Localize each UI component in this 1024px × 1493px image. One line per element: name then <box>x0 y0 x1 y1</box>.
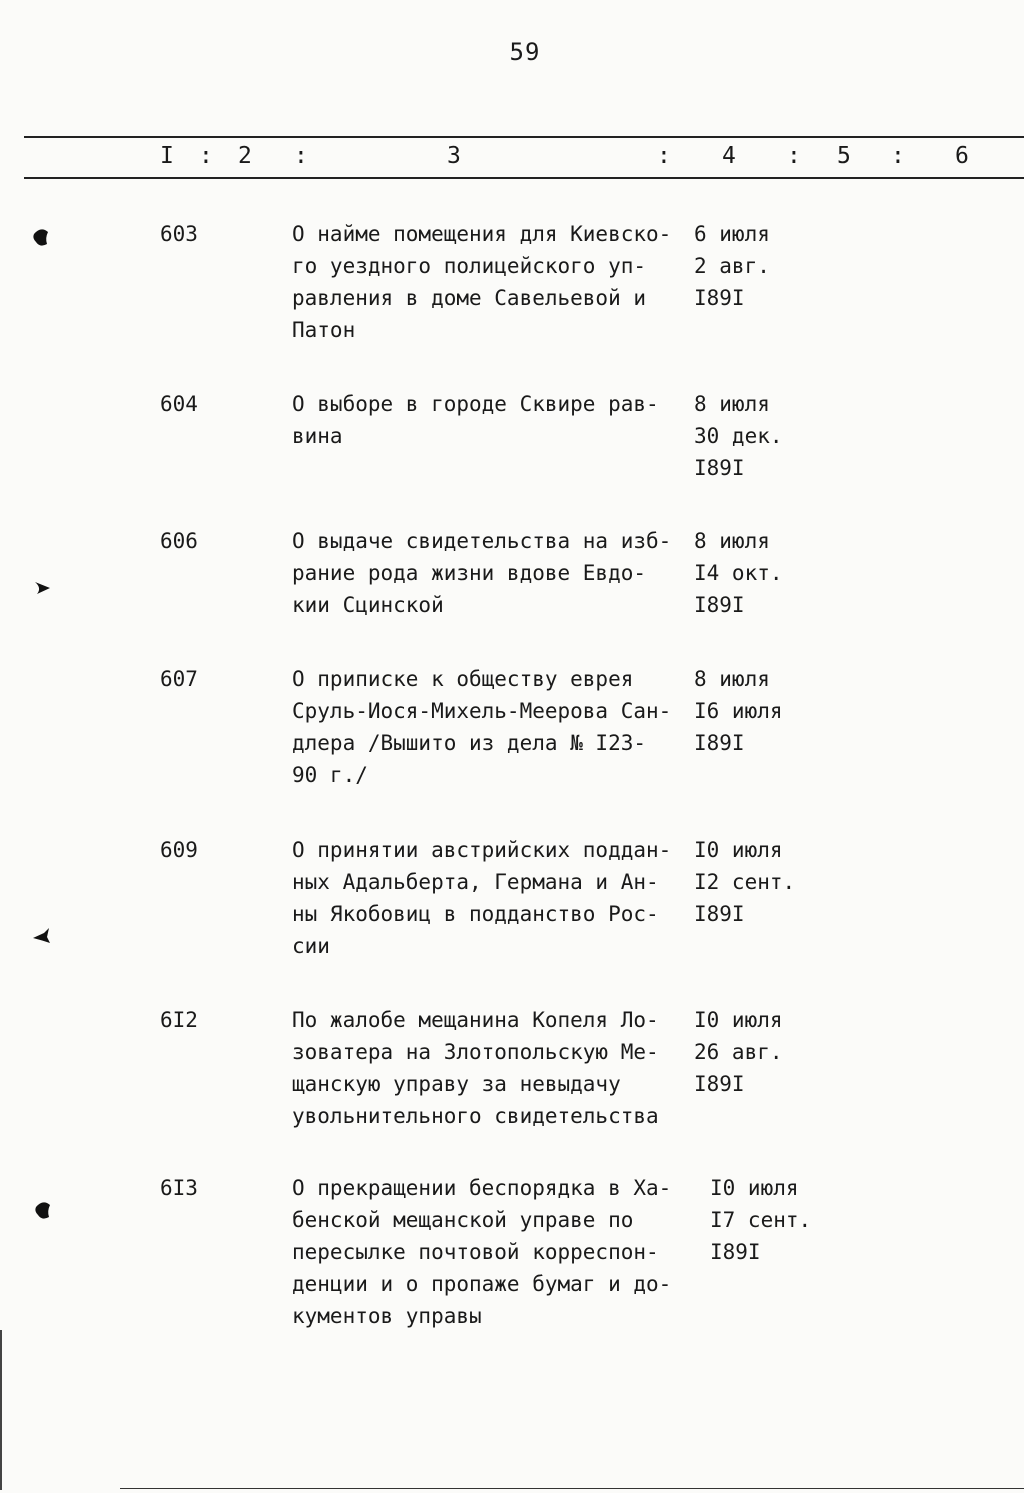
entry-dates <box>694 218 770 314</box>
scan-edge-line <box>0 1330 2 1490</box>
description-line: денции и о пропаже бумаг и до- <box>292 1272 672 1296</box>
description-line: кии Сцинской <box>292 593 444 617</box>
entry-number: 603 <box>160 222 198 246</box>
entry-dates <box>694 1004 783 1100</box>
description-line: зоватера на Злотопольскую Ме- <box>292 1040 659 1064</box>
date-end: 2 авг. <box>694 254 770 278</box>
description-line: О выборе в городе Сквире рав- <box>292 392 659 416</box>
entry-description <box>292 834 692 962</box>
entry-dates <box>710 1172 811 1268</box>
date-year: I89I <box>710 1240 761 1264</box>
header-col-2: 2 <box>238 143 252 169</box>
entry-dates <box>694 834 795 930</box>
date-start: 8 июля <box>694 667 770 691</box>
description-line: О выдаче свидетельства на изб- <box>292 529 672 553</box>
date-end: I2 сент. <box>694 870 796 894</box>
entry-number: 6I3 <box>160 1176 198 1200</box>
entry-number: 609 <box>160 838 198 862</box>
description-line: О найме помещения для Киевско- <box>292 222 672 246</box>
header-top-rule <box>24 136 1024 138</box>
header-col-5: 5 <box>837 143 851 169</box>
description-line: По жалобе мещанина Копеля Ло- <box>292 1008 659 1032</box>
column-header-row <box>0 143 1024 173</box>
description-line: длера /Вышито из дела № I23- <box>292 731 647 755</box>
header-separator: : <box>199 143 213 169</box>
description-line: сии <box>292 934 330 958</box>
entry-number: 607 <box>160 667 198 691</box>
description-line: 90 г./ <box>292 763 368 787</box>
header-col-4: 4 <box>722 143 736 169</box>
description-line: равления в доме Савельевой и <box>292 286 647 310</box>
date-end: 26 авг. <box>694 1040 783 1064</box>
description-line: вина <box>292 424 343 448</box>
description-line: пересылке почтовой корреспон- <box>292 1240 659 1264</box>
entry-dates <box>694 388 783 484</box>
date-end: I6 июля <box>694 699 783 723</box>
binding-hole-mark <box>32 226 50 253</box>
entry-number: 604 <box>160 392 198 416</box>
page-bottom-rule <box>120 1488 1024 1489</box>
description-line: кументов управы <box>292 1304 482 1328</box>
date-start: 6 июля <box>694 222 770 246</box>
date-start: I0 июля <box>710 1176 799 1200</box>
header-separator: : <box>657 143 671 169</box>
header-separator: : <box>891 143 905 169</box>
entry-dates <box>694 525 783 621</box>
entry-number: 606 <box>160 529 198 553</box>
entry-description <box>292 525 692 621</box>
date-year: I89I <box>694 731 745 755</box>
header-col-3: 3 <box>447 143 461 169</box>
description-line: О приписке к обществу еврея <box>292 667 634 691</box>
date-start: I0 июля <box>694 838 783 862</box>
description-line: рание рода жизни вдове Евдо- <box>292 561 647 585</box>
entry-description <box>292 1004 692 1132</box>
header-col-1: I <box>160 143 174 169</box>
page-number: 59 <box>509 38 541 66</box>
binding-hole-mark <box>34 577 52 601</box>
description-line: щанскую управу за невыдачу <box>292 1072 621 1096</box>
description-line: ны Якобовиц в подданство Рос- <box>292 902 659 926</box>
date-year: I89I <box>694 286 745 310</box>
entry-description <box>292 1172 692 1332</box>
date-year: I89I <box>694 1072 745 1096</box>
date-start: 8 июля <box>694 392 770 416</box>
date-end: I7 сент. <box>710 1208 812 1232</box>
date-start: 8 июля <box>694 529 770 553</box>
date-year: I89I <box>694 902 745 926</box>
description-line: О прекращении беспорядка в Ха- <box>292 1176 672 1200</box>
header-separator: : <box>787 143 801 169</box>
entry-description <box>292 663 692 791</box>
header-separator: : <box>294 143 308 169</box>
binding-hole-mark <box>34 1199 52 1226</box>
entry-description <box>292 218 692 346</box>
date-year: I89I <box>694 593 745 617</box>
header-bottom-rule <box>24 177 1024 179</box>
binding-hole-mark <box>32 927 52 952</box>
description-line: ных Адальберта, Германа и Ан- <box>292 870 659 894</box>
date-year: I89I <box>694 456 745 480</box>
description-line: Патон <box>292 318 356 342</box>
date-end: I4 окт. <box>694 561 783 585</box>
entry-description <box>292 388 692 452</box>
description-line: О принятии австрийских поддан- <box>292 838 672 862</box>
date-start: I0 июля <box>694 1008 783 1032</box>
entry-number: 6I2 <box>160 1008 198 1032</box>
description-line: Сруль-Иося-Михель-Меерова Сан- <box>292 699 672 723</box>
date-end: 30 дек. <box>694 424 783 448</box>
entry-dates <box>694 663 783 759</box>
description-line: бенской мещанской управе по <box>292 1208 634 1232</box>
header-col-6: 6 <box>955 143 969 169</box>
description-line: увольнительного свидетельства <box>292 1104 659 1128</box>
description-line: го уездного полицейского уп- <box>292 254 647 278</box>
